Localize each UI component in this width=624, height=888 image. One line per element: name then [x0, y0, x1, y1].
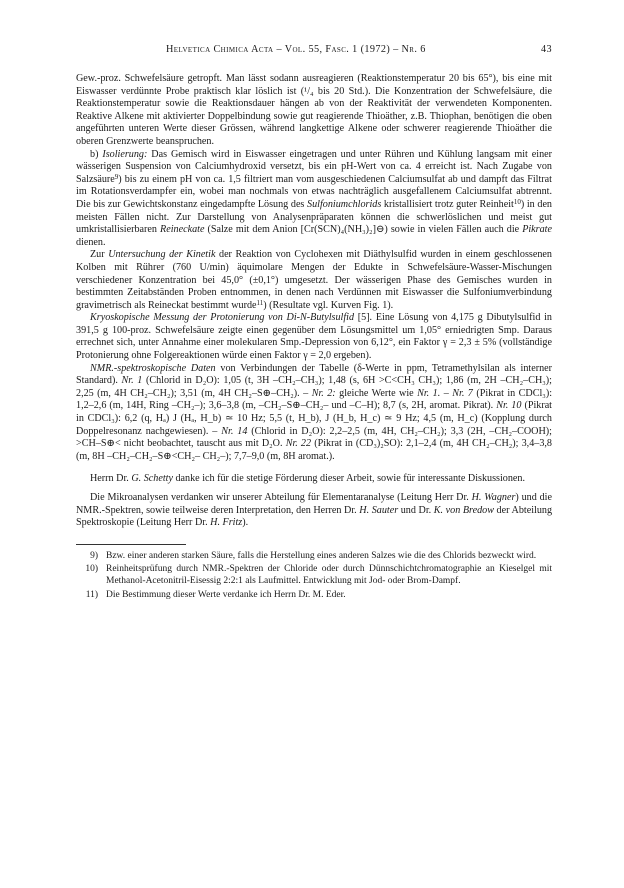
paragraph-cryoscopy: Kryoskopische Messung der Protonierung von Di-N-Butylsulfid [5]. Eine Lösung von 4,175 g Dibutylsulfid in 391,5 g 100-proz. Schwefelsäure zeigte einen gegenüber dem Lösungsmittel um 1,05° erniedrigten Smp. Daraus errechnet sich, unter Annahme einer molekularen Smp.-Depression von 6,12°, ein Faktor γ = 2,3 ± 5% (vollständige Protonierung ohne Folgereaktionen würde einen Faktor γ = 2,0 ergeben).: [76, 312, 552, 362]
footnote-divider: [76, 544, 186, 545]
paragraph-isolation: b) Isolierung: Das Gemisch wird in Eiswasser eingetragen und unter Rühren und Kühlung langsam mit einer wässerigen Suspension von Calciumhydroxid versetzt, bis ein pH-Wert von ca. 4 erreicht ist. Nach Zugabe von Salzsäure$^9$) bis zu einem pH von ca. 1,5 filtriert man vom ausgeschiedenen Calciumsulfat ab und dampft das Filtrat im Rotationsverdampfer ein, wobei man nochmals von etwas nachträglich ausgefallenem Calciumsulfat abtrennt. Die bis zur Gewichtskonstanz eingedampfte Lösung des Sulfoniumchlorids kristallisiert trotz guter Reinheit$^{10}$) in den meisten Fällen nicht. Zur Darstellung von Analysenpräparaten können die schwerlöslichen und meist gut umkristallisierbaren Reineckate (Salze mit dem Anion [Cr(SCN)₄(NH₃)₂]⊖) sowie in vielen Fällen auch die Pikrate dienen.: [76, 148, 552, 248]
paragraph-reaction-conditions: Gew.-proz. Schwefelsäure getropft. Man lässt sodann ausreagieren (Reaktionstemperatur 20 bis 65°), bis eine mit Eiswasser verdünnte Probe praktisch klar löslich ist (¹/₄ bis 20 Std.). Die Konzentration der Schwefelsäure, die Reaktionstemperatur sowie die Reaktionsdauer hängen ab von der Reaktivität der verwendeten Komponenten. Reaktive Alkene mit aktivierter Doppelbindung sowie gut reagierende Thioäther, z.B. Thiophan, benötigen die oben angeführten unteren Werte dieser Grössen, während langkettige Alkene oder schwerer reagierende Thioäther die oberen Grenzwerte beanspruchen.: [76, 73, 552, 147]
footnote-11: [76, 590, 552, 602]
page-header: [76, 44, 552, 55]
footnote-10: [76, 564, 552, 587]
footnote-text: Reinheitsprüfung durch NMR.-Spektren der Chloride oder durch Dünnschichtchromatographie an Kieselgel mit Methanol-Acetonitril-Eisessig 2:2:1 als Laufmittel. Entwicklung mit Jod- oder Brom-Dampf.: [106, 564, 552, 586]
paragraph-nmr-data: NMR.-spektroskopische Daten von Verbindungen der Tabelle (δ-Werte in ppm, Tetramethylsilan als interner Standard). Nr. 1 (Chlorid in D₂O): 1,05 (t, 3H –CH₂–CH₃); 1,48 (s, 6H >C<CH₃ CH₃); 1,86 (m, 2H –CH₂–CH₃); 2,25 (m, 4H CH₂–CH₂); 3,51 (m, 4H CH₂–S⊕–CH₂). – Nr. 2: gleiche Werte wie Nr. 1. – Nr. 7 (Pikrat in CDCl₃): 1,2–2,6 (m, 14H, Ring –CH₂–); 3,6–3,8 (m, –CH₂–S⊕–CH₂– und –C–H); 8,7 (s, 2H, aromat. Pikrat). Nr. 10 (Pikrat in CDCl₃): 6,2 (q, Hₐ) J (Hₐ, H_b) ≃ 10 Hz; 5,5 (t, H_b), J (H_b, H_c) ≃ 9 Hz; 4,5 (m, H_c) (Kopplung durch Doppelresonanz nachgewiesen). – Nr. 14 (Chlorid in D₂O): 2,2–2,5 (m, 4H, CH₂–CH₂); 3,3 (2H, –CH₂–COOH); >CH–S⊕< nicht beobachtet, tauscht aus mit D₂O. Nr. 22 (Pikrat in (CD₃)₂SO): 2,1–2,4 (m, 4H CH₂–CH₂); 3,4–3,8 (m, 8H –CH₂–CH₂–S⊕<CH₂– CH₂–); 7,7–9,0 (m, 8H aromat.).: [76, 362, 553, 462]
running-title: Helvetica Chimica Acta – Vol. 55, Fasc. 1 (1972) – Nr. 6: [166, 44, 426, 55]
journal-page: [76, 44, 552, 603]
paragraph-kinetics: Zur Untersuchung der Kinetik der Reaktion von Cyclohexen mit Diäthylsulfid wurden in einem geschlossenen Kolben mit Rührer (760 U/min) äquimolare Mengen der Edukte in Schwefelsäure-Wasser-Mischungen verschiedener Konzentration bei 45,0° (±0,1°) umgesetzt. Der wässerigen Phase des Gemisches wurden in bestimmten Zeitabständen Proben entnommen, in denen nach Verdünnen mit Eiswasser die Sulfoniumverbindung gravimetrisch als Reineckat bestimmt wurde$^{11}$) (Resultate vgl. Kurven Fig. 1).: [76, 249, 552, 311]
paragraph-acknowledgement-2: Die Mikroanalysen verdanken wir unserer Abteilung für Elementaranalyse (Leitung Herr Dr. H. Wagner) und die NMR.-Spektren, sowie teilweise deren Interpretation, den Herren Dr. H. Sauter und Dr. K. von Bredow der Abteilung Spektroskopie (Leitung Herr Dr. H. Fritz).: [76, 492, 553, 529]
page-number: 43: [541, 44, 552, 55]
footnote-text: Die Bestimmung dieser Werte verdanke ich Herrn Dr. M. Eder.: [106, 589, 346, 600]
footnote-9: [76, 551, 552, 563]
paragraph-acknowledgement-1: Herrn Dr. G. Schetty danke ich für die stetige Förderung dieser Arbeit, sowie für interessante Diskussionen.: [90, 473, 525, 485]
footnote-text: Bzw. einer anderen starken Säure, falls die Herstellung eines anderen Salzes wie die des Chlorids bezweckt wird.: [106, 550, 537, 561]
footnote-number: 9): [90, 550, 98, 561]
footnote-number: 10): [85, 564, 98, 575]
footnote-number: 11): [85, 589, 98, 600]
